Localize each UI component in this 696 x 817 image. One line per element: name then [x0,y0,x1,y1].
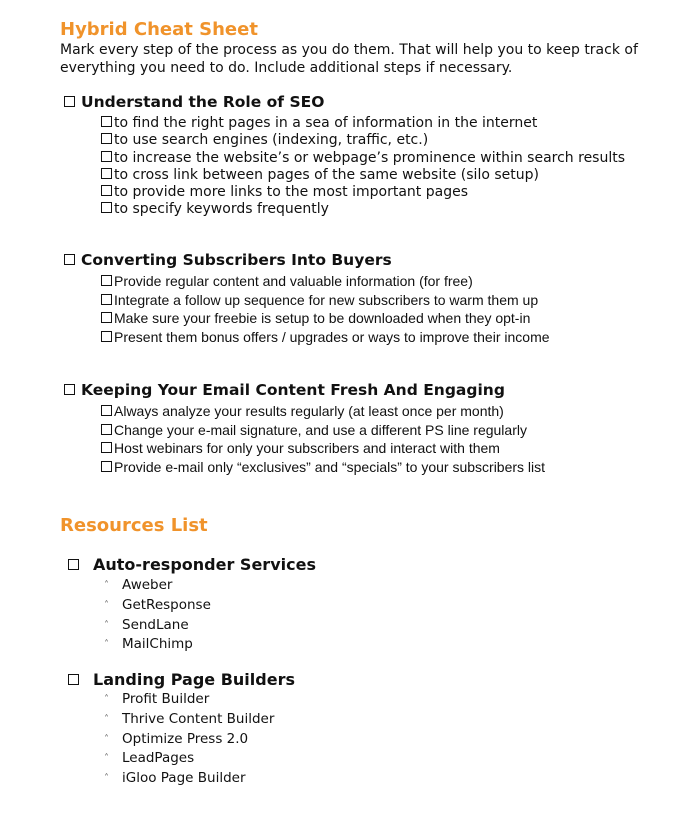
checkbox-icon[interactable] [101,442,112,453]
checkbox-icon[interactable] [101,424,112,435]
autoresponder-list [104,576,211,655]
section-title-label: Keeping Your Email Content Fresh And Engaging [81,381,505,399]
list-item: ˄ MailChimp [104,635,211,655]
landing-page-list [104,690,274,789]
checkbox-icon[interactable] [101,116,112,127]
checkbox-icon[interactable] [101,202,112,213]
list-item: to increase the website’s or webpage’s prominence within search results [101,150,625,167]
list-item: ˄ GetResponse [104,596,211,616]
list-item: to use search engines (indexing, traffic, etc.) [101,132,625,149]
list-item: ˄ Aweber [104,576,211,596]
bullet-icon: ˄ [104,639,109,651]
bullet-icon: ˄ [104,753,109,765]
bullet-icon: ˄ [104,733,109,745]
seo-checklist [101,115,625,219]
checkbox-icon[interactable] [101,151,112,162]
section-title-email [64,381,505,399]
resource-group-label: Auto-responder Services [93,555,316,574]
section-title-label: Converting Subscribers Into Buyers [81,251,392,269]
list-item: Change your e-mail signature, and use a different PS line regularly [101,421,545,440]
list-item: ˄ Optimize Press 2.0 [104,730,274,750]
list-item: to cross link between pages of the same website (silo setup) [101,167,625,184]
subscribers-checklist [101,272,550,347]
list-item: to provide more links to the most important pages [101,184,625,201]
list-item: Always analyze your results regularly (at least once per month) [101,402,545,421]
list-item: ˄ SendLane [104,616,211,636]
bullet-icon: ˄ [104,773,109,785]
bullet-icon: ˄ [104,713,109,725]
checkbox-icon[interactable] [101,168,112,179]
list-item: Provide regular content and valuable information (for free) [101,272,550,291]
checkbox-icon[interactable] [101,294,112,305]
list-item: Integrate a follow up sequence for new subscribers to warm them up [101,291,550,310]
checkbox-icon[interactable] [64,96,75,107]
checkbox-icon[interactable] [101,275,112,286]
bullet-icon: ˄ [104,619,109,631]
section-title-seo [64,93,324,111]
resource-group-autoresponder [68,555,316,574]
list-item: to find the right pages in a sea of information in the internet [101,115,625,132]
section-title-subscribers [64,251,392,269]
checkbox-icon[interactable] [101,133,112,144]
checkbox-icon[interactable] [101,312,112,323]
section-title-label: Understand the Role of SEO [81,93,325,111]
checkbox-icon[interactable] [68,674,79,685]
resource-group-label: Landing Page Builders [93,670,295,689]
list-item: ˄ Profit Builder [104,690,274,710]
checkbox-icon[interactable] [101,331,112,342]
checkbox-icon[interactable] [64,384,75,395]
bullet-icon: ˄ [104,694,109,705]
list-item: to specify keywords frequently [101,201,625,218]
checkbox-icon[interactable] [68,559,79,570]
resources-title: Resources List [60,515,208,536]
email-checklist [101,402,545,477]
list-item: Make sure your freebie is setup to be downloaded when they opt-in [101,309,550,328]
intro-text: Mark every step of the process as you do them. That will help you to keep track of everything you need to do. Include additional steps if necessary. [60,42,638,76]
list-item: ˄ Thrive Content Builder [104,710,274,730]
list-item: ˄ iGloo Page Builder [104,769,274,789]
checkbox-icon[interactable] [101,405,112,416]
page-title: Hybrid Cheat Sheet [60,19,258,40]
resource-group-landing-page [68,670,295,689]
checkbox-icon[interactable] [64,254,75,265]
list-item: ˄ LeadPages [104,749,274,769]
list-item: Host webinars for only your subscribers and interact with them [101,439,545,458]
checkbox-icon[interactable] [101,461,112,472]
list-item: Present them bonus offers / upgrades or ways to improve their income [101,328,550,347]
list-item: Provide e-mail only “exclusives” and “specials” to your subscribers list [101,458,545,477]
bullet-icon: ˄ [104,580,109,591]
checkbox-icon[interactable] [101,185,112,196]
bullet-icon: ˄ [104,599,109,611]
